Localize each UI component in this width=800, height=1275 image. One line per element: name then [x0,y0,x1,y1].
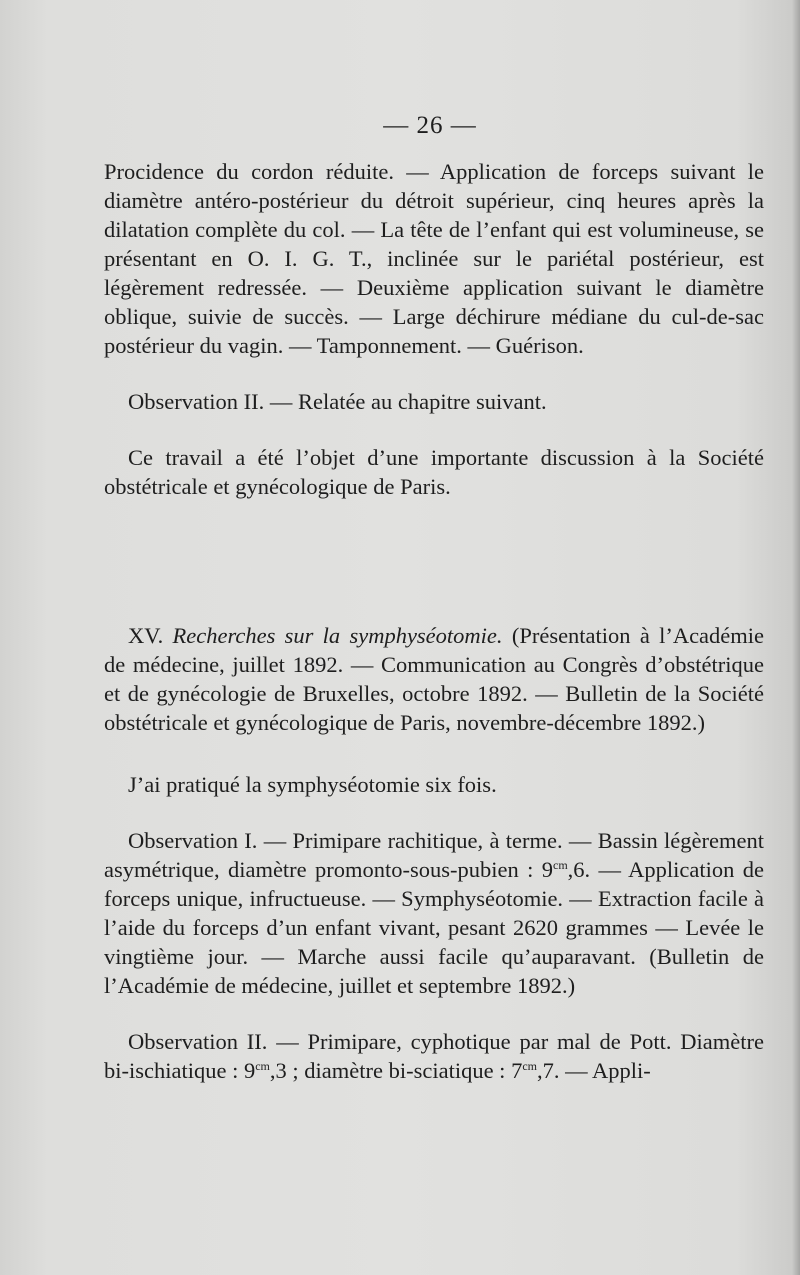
paragraph-six-fois: J’ai pratiqué la symphyséotomie six fois. [128,772,497,797]
section-number: XV. [128,623,164,648]
observation-ii-text-c: ,7. — Appli- [536,1058,651,1083]
paragraph-observation-i [104,826,764,1000]
unit-superscript: cm [522,1059,537,1073]
body-text [104,157,764,1085]
observation-i-text-b: ,6. — Application de forceps unique, infructueuse. — Symphyséotomie. — Extraction facile à l’aide du forceps d’un enfant vivant, pesant 2620 grammes — Levée le vingtième jour. — Marche aussi facile qu’auparavant. (Bulletin de l’Académie de médecine, juillet et septembre 1892.) [104,857,764,998]
observation-i-text-a: Observation I. — Primipare rachitique, à terme. — Bassin légèrement asymétrique, diamètre promonto-sous-pubien : 9 [104,828,764,882]
paragraph-xv-symphyseotomie [104,621,764,737]
page-number: — 26 — [383,112,477,139]
page-edge-shadow [792,0,800,1275]
section-details: (Présentation à l’Académie de médecine, juillet 1892. — Communication au Congrès d’obstétrique et de gynécologie de Bruxelles, octobre 1892. — Bulletin de la Société obstétricale et gynécologique de Paris, novembre-décembre 1892.) [104,623,765,735]
paragraph-observation-ii [104,1027,764,1085]
paragraph-procidence: Procidence du cordon réduite. — Application de forceps suivant le diamètre antéro-postérieur du détroit supérieur, cinq heures après la dilatation complète du col. — La tête de l’enfant qui est volumineuse, se présentant en O. I. G. T., inclinée sur le pariétal postérieur, est légèrement redressée. — Deuxième application suivant le diamètre oblique, suivie de succès. — Large déchirure médiane du cul-de-sac postérieur du vagin. — Tamponnement. — Guérison. [104,159,764,358]
unit-superscript: cm [553,858,568,872]
observation-ii-text-a: Observation II. — Primipare, cyphotique par mal de Pott. Diamètre bi-ischiatique : 9 [104,1029,764,1083]
observation-ii-text-b: ,3 ; diamètre bi-sciatique : 7 [269,1058,523,1083]
paragraph-observation-ii-relatee: Observation II. — Relatée au chapitre suivant. [128,389,547,414]
unit-superscript: cm [255,1059,270,1073]
paragraph-discussion: Ce travail a été l’objet d’une importante discussion à la Société obstétricale et gynécologique de Paris. [104,445,764,499]
section-title: Recherches sur la symphyséotomie. [172,623,503,648]
